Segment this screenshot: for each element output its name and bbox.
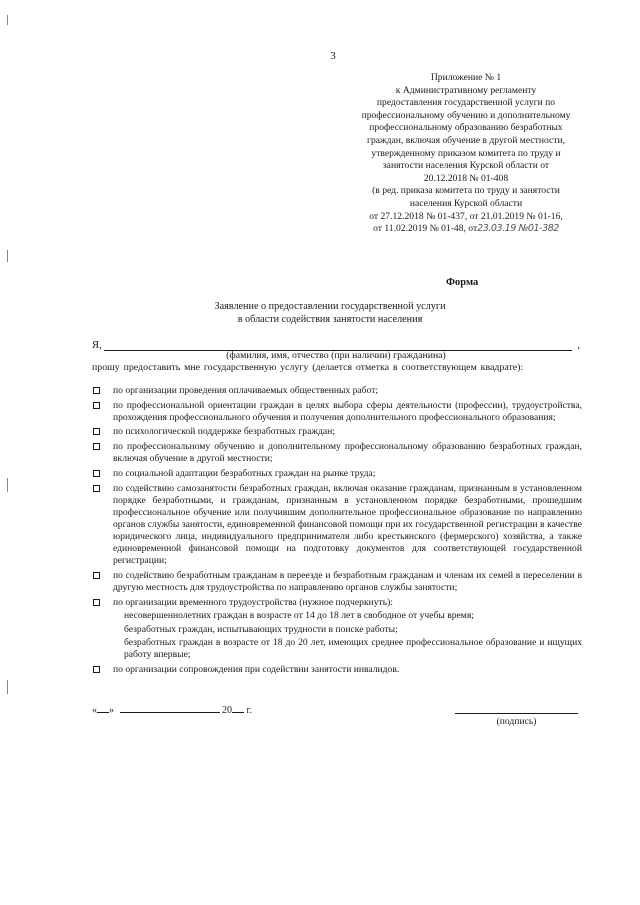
year-suffix: г. (244, 705, 252, 716)
option-item (92, 483, 582, 568)
service-options (92, 385, 582, 678)
option-checkbox[interactable] (93, 443, 100, 450)
option-label: по профессиональному обучению и дополнительному профессиональному образованию безработных граждан, включая обучение в другой местности; (113, 441, 582, 465)
appendix-line: (в ред. приказа комитета по труду и занятости (372, 185, 560, 197)
option-item (92, 664, 582, 676)
subitem[interactable]: безработных граждан в возрасте от 18 до 20 лет, имеющих среднее профессиональное образование и ищущих работу впервые; (124, 636, 582, 660)
scan-mark (7, 680, 8, 694)
appendix-line: профессиональному обучению и дополнительному (361, 109, 571, 121)
appendix-line: 20.12.2018 № 01-408 (423, 172, 509, 184)
date-open-quote: « (92, 705, 97, 716)
option-item (92, 597, 582, 661)
appendix-line: к Административному регламенту (395, 84, 537, 96)
day-field[interactable] (97, 703, 109, 713)
subitem[interactable]: безработных граждан, испытывающих трудности в поиске работы; (124, 623, 398, 635)
title-line-1: Заявление о предоставлении государственной услуги (214, 301, 446, 312)
option-checkbox[interactable] (93, 572, 100, 579)
handwritten-date: 23.03.19 №01-382 (477, 223, 559, 235)
appendix-line: Приложение № 1 (430, 72, 502, 83)
appendix-last-line-prefix: от 11.02.2019 № 01-48, от (373, 223, 478, 235)
option-checkbox[interactable] (93, 599, 100, 606)
option-label: по профессиональной ориентации граждан в целях выбора сферы деятельности (профессии), трудоустройства, прохождения профессионального обучения и получения дополнительного профессионального образования; (113, 399, 582, 423)
signature-caption: (подпись) (496, 716, 537, 727)
title-line-2: в области содействия занятости населения (237, 314, 423, 325)
option-item (92, 468, 582, 480)
month-field[interactable] (120, 703, 220, 713)
subitem[interactable]: несовершеннолетних граждан в возрасте от 14 до 18 лет в свободное от учебы время; (124, 610, 474, 622)
option-label: по организации временного трудоустройства (нужное подчеркнуть): (113, 596, 393, 608)
option-item (92, 385, 582, 397)
option-item (92, 441, 582, 465)
document-title (200, 300, 460, 326)
year-field[interactable] (232, 703, 244, 713)
applicant-suffix: , (577, 340, 580, 351)
fio-caption: (фамилия, имя, отчество (при наличии) гражданина) (226, 350, 446, 361)
option-checkbox[interactable] (93, 387, 100, 394)
temp-employment-subitems (113, 610, 582, 661)
option-label: по социальной адаптации безработных граждан на рынке труда; (113, 467, 376, 479)
option-label: по содействию безработным гражданам в переезде и безработным гражданам и членам их семей в переселении в другую местность для трудоустройства по направлению органов службы занятости; (113, 569, 582, 593)
appendix-line: граждан, включая обучение в другой местности, (367, 134, 565, 146)
scan-mark (7, 15, 8, 25)
appendix-line: предоставления государственной услуги по (376, 97, 556, 109)
option-item (92, 426, 582, 438)
date-close-quote: » (109, 705, 114, 716)
option-label: по содействию самозанятости безработных граждан, включая оказание гражданам, признанным в установленном порядке безработными, и гражданам, признанным в установленном порядке безработными, прошедшим профессиональное обучение или получившим дополнительное профессиональное образование по направлению органов службы занятости, единовременной финансовой помощи при их государственной регистрации в качестве юридического лица, индивидуального предпринимателя либо крестьянского (фермерского) хозяйства, а также единовременной финансовой помощи на подготовку документов для соответствующей государственной регистрации; (113, 482, 582, 567)
date-line (92, 703, 252, 716)
appendix-line: утвержденному приказом комитета по труду и (371, 147, 561, 159)
option-checkbox[interactable] (93, 428, 100, 435)
appendix-line: от 27.12.2018 № 01-437, от 21.01.2019 № 01-16, (369, 210, 563, 222)
scan-mark (7, 250, 8, 262)
option-checkbox[interactable] (93, 470, 100, 477)
scan-mark (7, 478, 8, 492)
request-text: прошу предоставить мне государственную услугу (делается отметка в соответствующем квадрате): (92, 362, 524, 373)
option-item (92, 400, 582, 424)
option-item (92, 570, 582, 594)
appendix-header (333, 72, 599, 236)
option-checkbox[interactable] (93, 402, 100, 409)
option-label: по психологической поддержке безработных граждан; (113, 426, 335, 438)
form-label: Форма (446, 277, 479, 288)
signature-field[interactable] (455, 713, 578, 714)
option-label: по организации сопровождения при содействии занятости инвалидов. (113, 663, 400, 675)
year-prefix: 20 (222, 705, 232, 716)
option-label: по организации проведения оплачиваемых общественных работ; (113, 385, 379, 396)
appendix-last-line (333, 223, 599, 236)
appendix-line: занятости населения Курской области от (382, 160, 550, 172)
applicant-prefix: Я, (92, 340, 102, 351)
option-checkbox[interactable] (93, 485, 100, 492)
page-number: 3 (330, 50, 336, 62)
option-checkbox[interactable] (93, 666, 100, 673)
appendix-line: профессиональному образованию безработных (369, 122, 563, 134)
appendix-line: населения Курской области (409, 197, 523, 209)
